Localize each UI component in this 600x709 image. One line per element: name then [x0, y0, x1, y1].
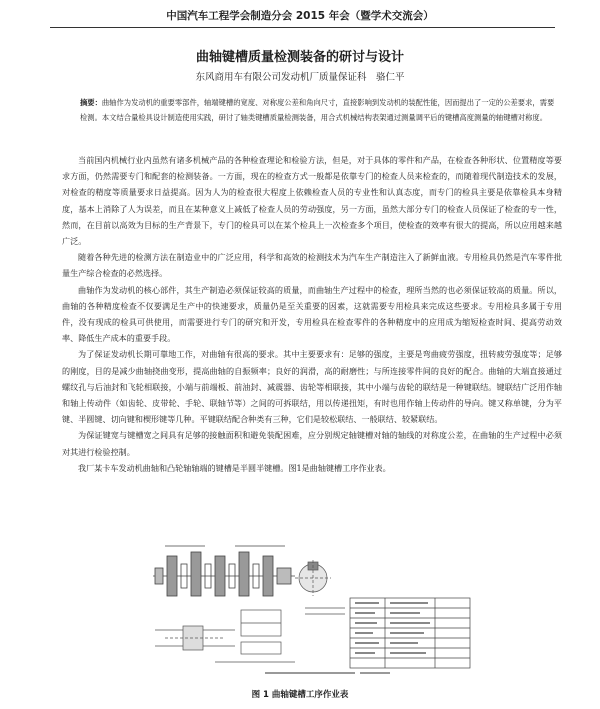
crankshaft-operation-sheet-drawing — [145, 538, 475, 684]
sheet-footer-marks — [265, 672, 390, 674]
body-paragraph-5: 为保证键宽与键槽宽之间具有足够的接触面积和避免装配困难，应分别规定轴键槽对轴的轴线的对称度公差，在曲轴的生产过程中必须对其进行检验控制。 — [62, 430, 562, 457]
figure-1-caption: 图 1 曲轴键槽工序作业表 — [251, 690, 349, 700]
figure-1-drawing — [145, 538, 475, 684]
body-paragraph-3: 曲轴作为发动机的核心部件，其生产制造必须保证较高的质量，而曲轴生产过程中的检查，理所当然的也必须保证较高的质量。所以，曲轴的各种精度检查不仅要满足生产中的快速要求，质量仍是至关重要的因素，这就需要专用检具来完成这些要求。专用检具多属于专用件，没有现成的检具可供使用，而需要进行专门的研究和开发，专用检具在检查零件的各种精度中的应用成为缩短检查时间、提高劳动效率、降低生产成本的重要手段。 — [62, 284, 562, 344]
keyslot-detail — [155, 610, 295, 662]
paper-title: 曲轴键槽质量检测装备的研讨与设计 — [195, 50, 404, 65]
abstract — [80, 95, 560, 125]
paper-authors: 东风商用车有限公司发动机厂质量保证科 骆仁平 — [195, 72, 405, 83]
header-rule — [50, 27, 555, 28]
body-paragraph-2: 随着各种先进的检测方法在制造业中的广泛应用，科学和高效的检测技术为汽车生产制造注入了新鲜血液。专用检具仍然是汽车零件批量生产综合检查的必然选择。 — [62, 252, 562, 279]
body-paragraph-6: 我厂某卡车发动机曲轴和凸轮轴轴端的键槽是半圆半键槽。图1是曲轴键槽工序作业表。 — [78, 462, 391, 473]
body-paragraph-4: 为了保证发动机长期可靠地工作，对曲轴有很高的要求。其中主要要求有：足够的强度，主要是弯曲疲劳强度，扭转疲劳强度等；足够的刚度，目的是减少曲轴挠曲变形，提高曲轴的自振频率；良好的润滑，高的耐磨性；与所连接零件间的良好的配合。曲轴的大端直接通过螺纹孔与后油封和飞轮相联接，小端与前端板、前油封、减震器、齿轮等相联接，其中小端与齿轮的联结是一种键联结。键联结广泛用作轴和轴上传动件（如齿轮、皮带轮、手轮、联轴节等）之间的可拆联结，用以传递扭矩，有时也用作轴上传动件的导向。键又称单键，分为平键、半圆键、切向键和楔形键等几种。平键联结配合种类有三种，它们是较松联结、一般联结、较紧联结。 — [62, 349, 562, 425]
crankshaft-sketch — [153, 546, 295, 596]
section-view — [295, 560, 345, 614]
running-header: 中国汽车工程学会制造分会 2015 年会（暨学术交流会） — [166, 10, 434, 22]
body-text — [62, 152, 562, 476]
abstract-text: 曲轴作为发动机的重要零部件，轴端键槽的宽度、对称度公差和角向尺寸，直接影响到发动机的装配性能，因而提出了一定的公差要求，需要检测。本文结合量检具设计制造使用实践，研讨了轴类键槽质量检测装备，用合式机械结构表架通过测量调平后的键槽高度测量的轴键槽对称度。 — [80, 98, 555, 122]
body-paragraph-1: 当前国内机械行业内虽然有诸多机械产品的各种检查理论和检验方法，但是，对于具体的零件和产品，在检查各种形状、位置精度等要求方面，仍然需要专门和配套的检测装备。一方面，现在的检查方式一般都是依靠专门的检查人员来检查的，而随着现代制造技术的发展，对检查的精度等质量要求日益提高。因为人为的检查很大程度上依赖检查人员的专业性和认真态度，而专门的检具主要是依靠检具本身精度，基本上消除了人为误差，而且在某种意义上减低了检查人员的劳动强度，另一方面，虽然大部分专门的检查人员保证了检查的专一性，然而，在目前以高效为目标的生产背景下，专门的检具可以在某个检具上一次检查多个项目，使检查的效率有很大的提高，所以应用越来越广泛。 — [62, 155, 562, 247]
abstract-label: 摘要： — [80, 98, 102, 107]
